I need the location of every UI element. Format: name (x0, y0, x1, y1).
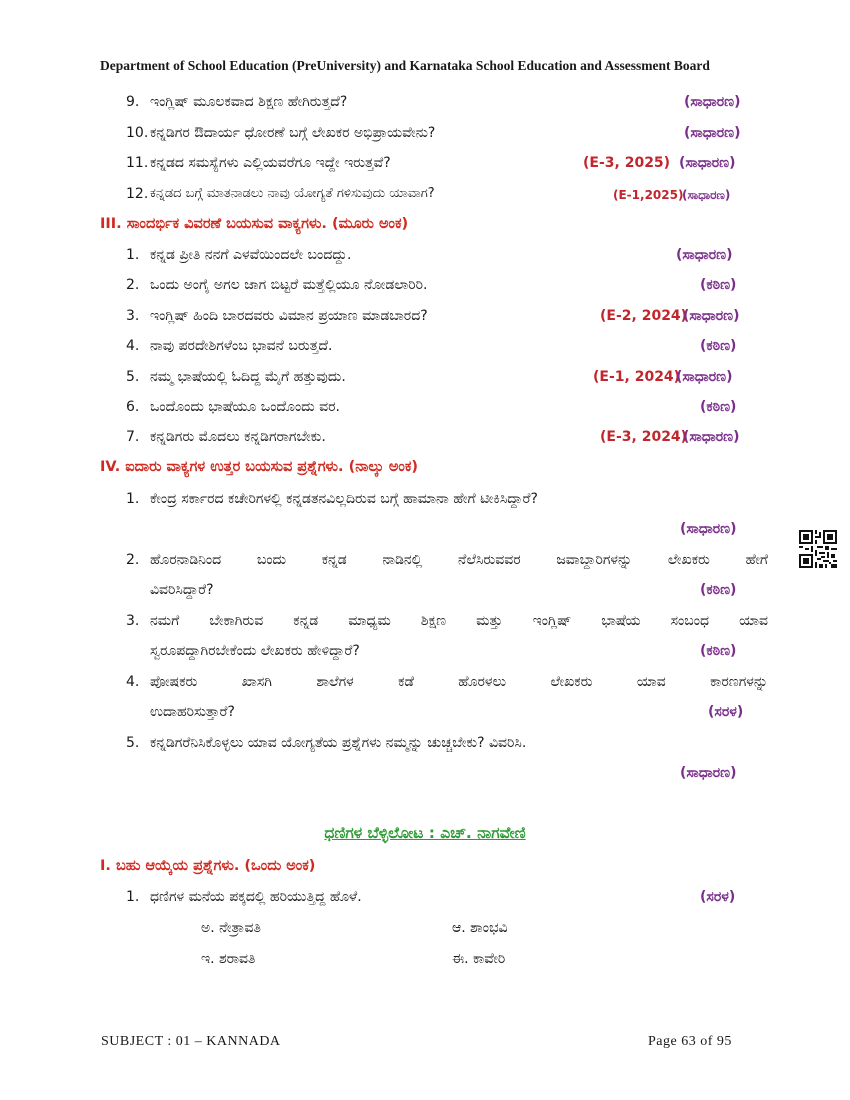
item-number: 3. (126, 308, 140, 324)
exam-reference: (E-1, 2024) (593, 369, 681, 385)
question-text: ಒಂದು ಅಂಗೈ ಅಗಲ ಜಾಗ ಬಿಟ್ಟರೆ ಮತ್ತೆಲ್ಲಿಯೂ ನೋಡಲಾರಿರಿ. (150, 277, 428, 293)
section-title: I. ಬಹು ಆಯ್ಕೆಯ ಪ್ರಶ್ನೆಗಳು. (ಒಂದು ಅಂಕ) (100, 858, 316, 874)
difficulty-tag: (ಸರಳ) (708, 704, 744, 720)
question-text: ಕನ್ನಡಿಗರ ಔದಾರ್ಯ ಧೋರಣೆ ಬಗ್ಗೆ ಲೇಖಕರ ಅಭಿಪ್ರಾಯವೇನು? (150, 125, 436, 141)
question-text: ನಮ್ಮ ಭಾಷೆಯಲ್ಲಿ ಓದಿದ್ದ ಮೈಗೆ ಹತ್ತುವುದು. (150, 369, 346, 385)
page-header: Department of School Education (PreUniversity) and Karnataka School Education and Assessment Board (100, 58, 710, 73)
item-number: 1. (126, 247, 140, 263)
question-text: ನಾವು ಪರದೇಶಿಗಳೆಂಬ ಭಾವನೆ ಬರುತ್ತದೆ. (150, 338, 333, 354)
item-number: 6. (126, 399, 140, 415)
item-number: 1. (126, 491, 140, 507)
item-number: 11. (126, 155, 149, 171)
item-number: 10. (126, 125, 149, 141)
question-text: ಇಂಗ್ಲಿಷ್ ಮೂಲಕವಾದ ಶಿಕ್ಷಣ ಹೇಗಿರುತ್ತದೆ? (150, 94, 348, 110)
question-text: ಒಂದೊಂದು ಭಾಷೆಯೂ ಒಂದೊಂದು ವರ. (150, 399, 340, 415)
difficulty-tag: (ಸಾಧಾರಣ) (684, 125, 741, 141)
question-text: ಕೇಂದ್ರ ಸರ್ಕಾರದ ಕಚೇರಿಗಳಲ್ಲಿ ಕನ್ನಡತನವಿಲ್ಲದಿರುವ ಬಗ್ಗೆ ಹಾಮಾನಾ ಹೇಗೆ ಟೀಕಿಸಿದ್ದಾರೆ? (150, 491, 538, 507)
option-d: ಈ. ಕಾವೇರಿ (452, 951, 506, 967)
option-a: ಅ. ನೇತ್ರಾವತಿ (201, 920, 261, 936)
difficulty-tag: (ಕಠಿಣ) (700, 399, 737, 415)
item-number: 3. (126, 613, 140, 629)
difficulty-tag: (ಸಾಧಾರಣ) (683, 429, 740, 445)
section-title: III. ಸಾಂದರ್ಭಿಕ ವಿವರಣೆ ಬಯಸುವ ವಾಕ್ಯಗಳು. (ಮೂರು ಅಂಕ) (100, 216, 409, 232)
difficulty-tag: (ಸಾಧಾರಣ) (683, 308, 740, 324)
question-text: ಕನ್ನಡ ಪ್ರೀತಿ ನನಗೆ ಎಳವೆಯಿಂದಲೇ ಬಂದದ್ದು. (150, 247, 352, 263)
item-number: 4. (126, 338, 140, 354)
item-number: 5. (126, 369, 140, 385)
question-text-line-2: ಸ್ವರೂಪದ್ದಾಗಿರಬೇಕೆಂದು ಲೇಖಕರು ಹೇಳಿದ್ದಾರೆ? (150, 643, 360, 659)
difficulty-tag: (ಸಾಧಾರಣ) (676, 369, 733, 385)
question-text-line-1: ಪೋಷಕರು ಖಾಸಗಿ ಶಾಲೆಗಳ ಕಡೆ ಹೊರಳಲು ಲೇಖಕರು ಯಾವ ಕಾರಣಗಳನ್ನು (150, 674, 768, 690)
question-text-line-2: ವಿವರಿಸಿದ್ದಾರೆ? (150, 582, 214, 598)
item-number: 5. (126, 735, 140, 751)
section-title: IV. ಐದಾರು ವಾಕ್ಯಗಳ ಉತ್ತರ ಬಯಸುವ ಪ್ರಶ್ನೆಗಳು. (ನಾಲ್ಕು ಅಂಕ) (100, 459, 418, 475)
question-text: ಕನ್ನಡಿಗರು ಮೊದಲು ಕನ್ನಡಿಗರಾಗಬೇಕು. (150, 429, 326, 445)
question-text: ಇಂಗ್ಲಿಷ್ ಹಿಂದಿ ಬಾರದವರು ವಿಮಾನ ಪ್ರಯಾಣ ಮಾಡಬಾರದ? (150, 308, 428, 324)
question-text: ಕನ್ನಡದ ಸಮಸ್ಯೆಗಳು ಎಲ್ಲಿಯವರೆಗೂ ಇದ್ದೇ ಇರುತ್ತವೆ? (150, 155, 391, 171)
difficulty-tag: (ಸಾಧಾರಣ) (680, 521, 737, 537)
item-number: 4. (126, 674, 140, 690)
item-number: 7. (126, 429, 140, 445)
difficulty-tag: (ಸರಳ) (700, 889, 736, 905)
difficulty-tag: (ಕಠಿಣ) (700, 338, 737, 354)
question-text-line-1: ನಮಗೆ ಬೇಕಾಗಿರುವ ಕನ್ನಡ ಮಾಧ್ಯಮ ಶಿಕ್ಷಣ ಮತ್ತು ಇಂಗ್ಲಿಷ್ ಭಾಷೆಯ ಸಂಬಂಧ ಯಾವ (150, 613, 768, 629)
footer-subject: SUBJECT : 01 – KANNADA (101, 1034, 281, 1049)
question-text: ಕನ್ನಡದ ಬಗ್ಗೆ ಮಾತನಾಡಲು ನಾವು ಯೋಗ್ಯತೆ ಗಳಿಸುವುದು ಯಾವಾಗ? (150, 186, 435, 201)
question-text-line-1: ಹೊರನಾಡಿನಿಂದ ಬಂದು ಕನ್ನಡ ನಾಡಿನಲ್ಲಿ ನೆಲೆಸಿರುವವರ ಜವಾಬ್ದಾರಿಗಳನ್ನು ಲೇಖಕರು ಹೇಗೆ (150, 552, 768, 568)
difficulty-tag: (ಸಾಧಾರಣ) (682, 188, 731, 202)
difficulty-tag: (ಕಠಿಣ) (700, 277, 737, 293)
item-number: 12. (126, 186, 149, 202)
item-number: 2. (126, 277, 140, 293)
difficulty-tag: (ಸಾಧಾರಣ) (680, 765, 737, 781)
difficulty-tag: (ಕಠಿಣ) (700, 643, 737, 659)
option-c: ಇ. ಶರಾವತಿ (201, 951, 256, 967)
exam-reference: (E-3, 2024) (600, 429, 688, 445)
item-number: 9. (126, 94, 140, 110)
item-number: 2. (126, 552, 140, 568)
difficulty-tag: (ಸಾಧಾರಣ) (684, 94, 741, 110)
qr-code-icon (799, 530, 837, 568)
difficulty-tag: (ಸಾಧಾರಣ) (679, 155, 736, 171)
chapter-title: ಧಣಿಗಳ ಬೆಳ್ಳಿಲೋಟ : ಎಚ್. ನಾಗವೇಣಿ (324, 824, 526, 842)
item-number: 1. (126, 889, 140, 905)
difficulty-tag: (ಕಠಿಣ) (700, 582, 737, 598)
footer-page-number: Page 63 of 95 (648, 1034, 732, 1049)
question-text: ಧಣಿಗಳ ಮನೆಯ ಪಕ್ಕದಲ್ಲಿ ಹರಿಯುತ್ತಿದ್ದ ಹೊಳೆ. (150, 889, 362, 905)
question-text-line-2: ಉದಾಹರಿಸುತ್ತಾರೆ? (150, 704, 235, 720)
question-text: ಕನ್ನಡಿಗರೆನಿಸಿಕೊಳ್ಳಲು ಯಾವ ಯೋಗ್ಯತೆಯ ಪ್ರಶ್ನೆಗಳು ನಮ್ಮನ್ನು ಚುಚ್ಚಬೇಕು? ವಿವರಿಸಿ. (150, 735, 527, 751)
exam-reference: (E-3, 2025) (583, 155, 671, 171)
option-b: ಆ. ಶಾಂಭವಿ (452, 920, 508, 936)
difficulty-tag: (ಸಾಧಾರಣ) (676, 247, 733, 263)
exam-reference: (E-2, 2024) (600, 308, 688, 324)
exam-reference: (E-1,2025) (613, 188, 684, 202)
